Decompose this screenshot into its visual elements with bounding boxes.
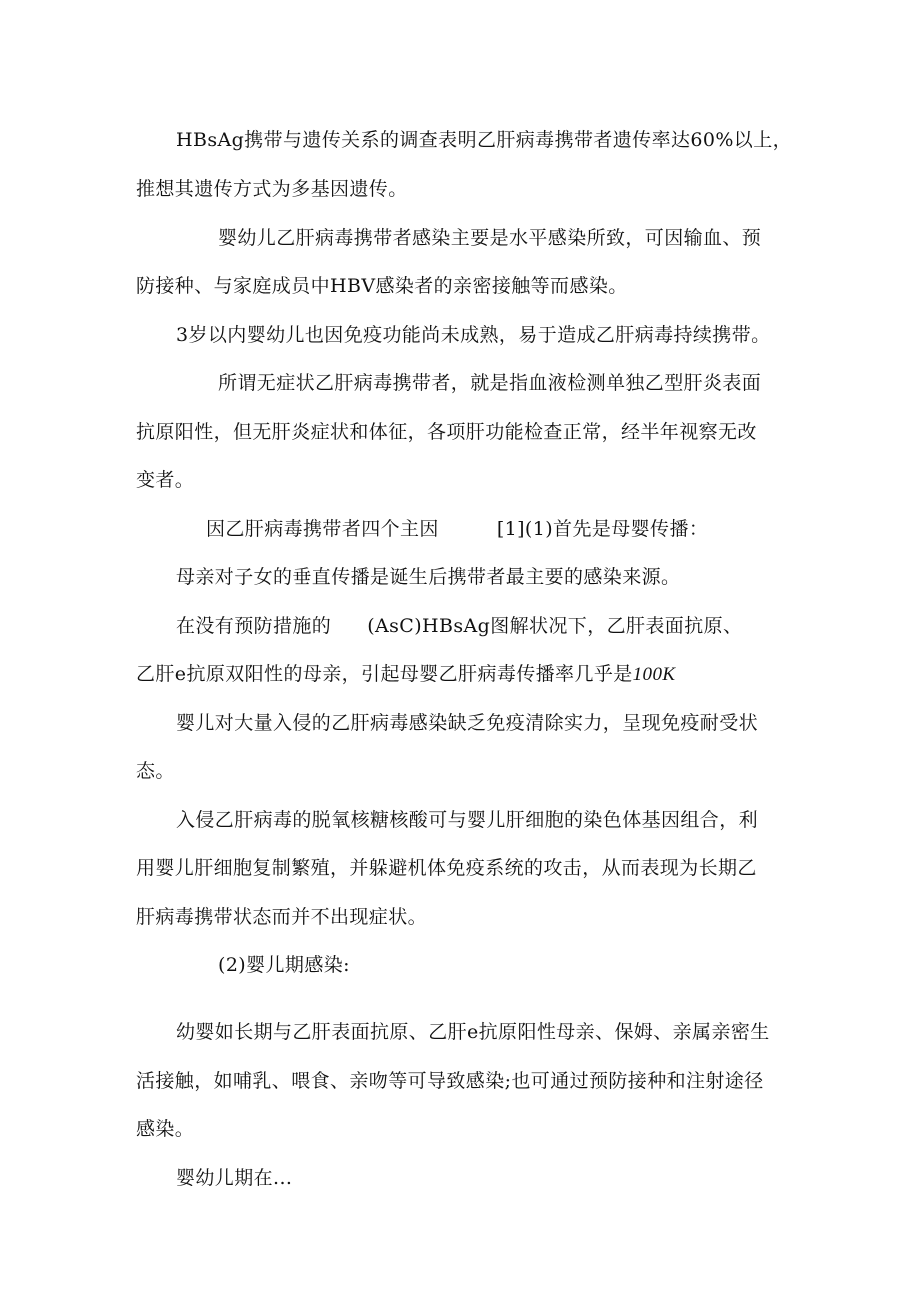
paragraph-7-line-2 [136, 661, 675, 688]
paragraph-4-line-3: 变者。 [136, 469, 195, 491]
paragraph-7-line-2-italic: 100K [632, 664, 676, 685]
paragraph-11-line-2: 活接触，如哺乳、喂食、亲吻等可导致感染;也可通过预防接种和注射途径 [136, 1070, 764, 1092]
paragraph-5-line-1 [206, 516, 708, 542]
paragraph-8-line-2: 态。 [136, 760, 175, 782]
paragraph-2-line-1: 婴幼儿乙肝病毒携带者感染主要是水平感染所致，可因输血、预 [218, 227, 762, 249]
paragraph-7-line-2-main: 乙肝e抗原双阳性的母亲，引起母婴乙肝病毒传播率几乎是 [136, 663, 633, 685]
paragraph-8-line-1: 婴儿对大量入侵的乙肝病毒感染缺乏免疫清除实力，呈现免疫耐受状 [176, 712, 759, 734]
paragraph-11-line-3: 感染。 [136, 1118, 195, 1140]
paragraph-7-part-2: (AsC)HBsAg图解状况下，乙肝表面抗原、 [367, 615, 743, 637]
paragraph-5-part-2: [1](1)首先是母婴传播： [496, 518, 709, 540]
paragraph-6-line-1: 母亲对子女的垂直传播是诞生后携带者最主要的感染来源。 [176, 566, 681, 588]
paragraph-10-line-1: (2)婴儿期感染: [218, 954, 350, 976]
paragraph-7-part-1: 在没有预防措施的 [176, 615, 332, 637]
paragraph-9-line-2: 用婴儿肝细胞复制繁殖，并躲避机体免疫系统的攻击，从而表现为长期乙 [136, 857, 757, 879]
paragraph-11-line-1: 幼婴如长期与乙肝表面抗原、乙肝e抗原阳性母亲、保姆、亲属亲密生 [176, 1021, 770, 1043]
paragraph-5-part-1: 因乙肝病毒携带者四个主因 [206, 518, 439, 540]
paragraph-9-line-3: 肝病毒携带状态而并不出现症状。 [136, 906, 428, 928]
paragraph-1-line-1: HBsAg携带与遗传关系的调查表明乙肝病毒携带者遗传率达60%以上， [176, 129, 792, 151]
paragraph-4-line-2: 抗原阳性，但无肝炎症状和体征，各项肝功能检查正常，经半年视察无改 [136, 421, 757, 443]
paragraph-12-line-1: 婴幼儿期在... [176, 1167, 293, 1189]
paragraph-1-line-2: 推想其遗传方式为多基因遗传。 [136, 178, 408, 200]
paragraph-3-line-1: 3岁以内婴幼儿也因免疫功能尚未成熟，易于造成乙肝病毒持续携带。 [176, 324, 771, 346]
paragraph-9-line-1: 入侵乙肝病毒的脱氧核糖核酸可与婴儿肝细胞的染色体基因组合，利 [176, 809, 759, 831]
paragraph-2-line-2: 防接种、与家庭成员中HBV感染者的亲密接触等而感染。 [136, 275, 628, 297]
paragraph-7-line-1 [176, 613, 742, 639]
paragraph-4-line-1: 所谓无症状乙肝病毒携带者，就是指血液检测单独乙型肝炎表面 [218, 372, 762, 394]
